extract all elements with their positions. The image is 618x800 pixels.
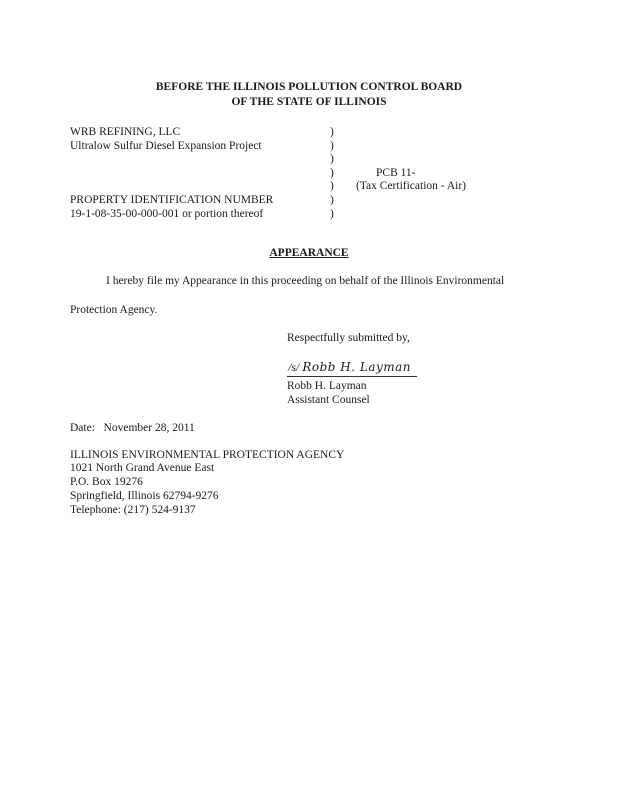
caption-paren: ) — [330, 140, 334, 152]
signer-title: Assistant Counsel — [287, 394, 370, 406]
caption-paren: ) — [330, 180, 334, 192]
caption-party: WRB REFINING, LLC — [70, 126, 181, 138]
signer-name: Robb H. Layman — [287, 380, 367, 392]
signature-script: Robb H. Layman — [302, 360, 412, 374]
caption-property-number: 19-1-08-35-00-000-001 or portion thereof — [70, 208, 264, 220]
agency-address-3: Springfield, Illinois 62794-9276 — [70, 490, 219, 502]
agency-address-1: 1021 North Grand Avenue East — [70, 462, 215, 474]
case-type: (Tax Certification - Air) — [356, 180, 467, 192]
caption-paren: ) — [330, 208, 334, 220]
header-line-2: OF THE STATE OF ILLINOIS — [231, 96, 387, 108]
electronic-signature — [288, 361, 411, 373]
agency-name: ILLINOIS ENVIRONMENTAL PROTECTION AGENCY — [70, 449, 345, 461]
caption-project: Ultralow Sulfur Diesel Expansion Project — [70, 140, 262, 152]
caption-property-label: PROPERTY IDENTIFICATION NUMBER — [70, 194, 274, 206]
date-label: Date: — [70, 422, 95, 434]
signature-line — [287, 376, 417, 377]
case-number: PCB 11- — [376, 167, 416, 179]
agency-address-2: P.O. Box 19276 — [70, 476, 143, 488]
signature-prefix: /s/ — [288, 360, 300, 374]
appearance-title: APPEARANCE — [269, 247, 349, 259]
header-line-1: BEFORE THE ILLINOIS POLLUTION CONTROL BOARD — [155, 81, 463, 93]
caption-paren: ) — [330, 194, 334, 206]
caption-paren: ) — [330, 126, 334, 138]
caption-paren: ) — [330, 153, 334, 165]
agency-phone: Telephone: (217) 524-9137 — [70, 504, 196, 516]
appearance-paragraph-line-1: I hereby file my Appearance in this proceeding on behalf of the Illinois Environmental — [106, 275, 505, 287]
caption-paren: ) — [330, 167, 334, 179]
appearance-paragraph-line-2: Protection Agency. — [70, 304, 158, 316]
date-line — [70, 423, 195, 435]
date-value: November 28, 2011 — [103, 422, 195, 434]
closing-text: Respectfully submitted by, — [287, 332, 410, 344]
